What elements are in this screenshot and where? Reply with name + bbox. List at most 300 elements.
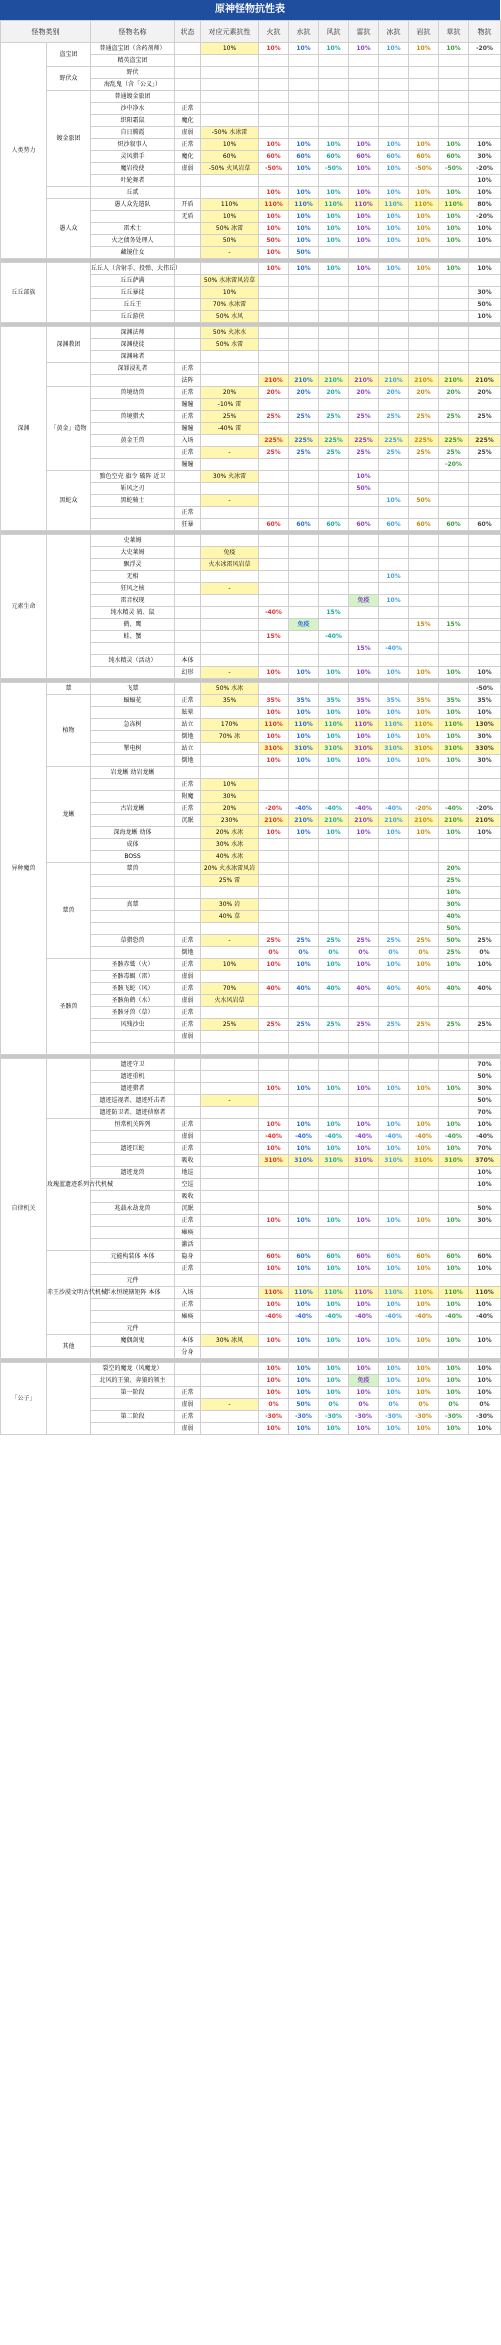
resistance-value-cell: 10% <box>349 707 379 719</box>
resistance-value-cell <box>349 559 379 571</box>
resistance-value-cell: 25% <box>259 935 289 947</box>
resistance-value-cell <box>409 1007 439 1019</box>
resistance-value-cell <box>319 247 349 259</box>
resistance-value-cell: 免疫 <box>349 1375 379 1387</box>
resistance-value-cell: -40% <box>259 607 289 619</box>
category-cell: 丘丘部族 <box>1 263 47 323</box>
resistance-value-cell <box>409 459 439 471</box>
resistance-value-cell <box>319 863 349 875</box>
attach-resistance-cell <box>201 1363 259 1375</box>
state-cell <box>175 327 201 339</box>
resistance-value-cell: 10% <box>259 1423 289 1435</box>
state-cell: 倒地 <box>175 731 201 743</box>
resistance-value-cell <box>439 1059 469 1071</box>
resistance-value-cell: 10% <box>379 139 409 151</box>
state-cell <box>175 839 201 851</box>
resistance-value-cell <box>409 655 439 667</box>
resistance-value-cell: 10% <box>349 827 379 839</box>
resistance-value-cell <box>259 923 289 935</box>
attach-resistance-cell <box>201 115 259 127</box>
resistance-value-cell: 60% <box>439 519 469 531</box>
state-cell: 沉眠 <box>175 815 201 827</box>
resistance-value-cell <box>379 1107 409 1119</box>
resistance-value-cell: 10% <box>349 223 379 235</box>
resistance-value-cell <box>379 247 409 259</box>
state-cell: 虚弱 <box>175 1423 201 1435</box>
attach-resistance-cell <box>201 103 259 115</box>
attach-resistance-cell <box>201 1083 259 1095</box>
resistance-value-cell <box>379 923 409 935</box>
monster-name-cell <box>91 1263 175 1275</box>
attach-resistance-cell: 170% <box>201 719 259 731</box>
resistance-value-cell: 60% <box>439 151 469 163</box>
resistance-value-cell <box>349 1031 379 1043</box>
resistance-value-cell: 10% <box>469 311 501 323</box>
resistance-value-cell <box>379 631 409 643</box>
attach-resistance-cell <box>201 363 259 375</box>
resistance-value-cell <box>409 91 439 103</box>
resistance-value-cell <box>439 571 469 583</box>
resistance-value-cell: 25% <box>289 447 319 459</box>
attach-resistance-cell: 50% 火冰水 <box>201 327 259 339</box>
state-cell: 正常 <box>175 983 201 995</box>
resistance-value-cell <box>289 583 319 595</box>
resistance-value-cell <box>409 351 439 363</box>
monster-name-cell <box>91 519 175 531</box>
state-cell: 虚弱 <box>175 1399 201 1411</box>
state-cell <box>175 287 201 299</box>
resistance-value-cell <box>409 1239 439 1251</box>
monster-name-cell: 雷音权现 <box>91 595 175 607</box>
resistance-value-cell <box>259 471 289 483</box>
resistance-value-cell: 10% <box>259 1299 289 1311</box>
monster-name-cell: 急冻树 <box>91 719 175 731</box>
attach-resistance-cell <box>201 79 259 91</box>
resistance-value-cell: 25% <box>439 1019 469 1031</box>
monster-name-cell: 大史莱姆 <box>91 547 175 559</box>
resistance-value-cell: 110% <box>439 199 469 211</box>
resistance-value-cell <box>469 767 501 779</box>
resistance-value-cell: 10% <box>409 263 439 275</box>
attach-resistance-cell <box>201 1143 259 1155</box>
resistance-value-cell <box>259 1239 289 1251</box>
monster-name-cell <box>91 1311 175 1323</box>
resistance-value-cell: 10% <box>379 827 409 839</box>
resistance-value-cell: 10% <box>349 1335 379 1347</box>
resistance-value-cell <box>319 1203 349 1215</box>
attach-resistance-cell <box>201 375 259 387</box>
resistance-value-cell: 210% <box>259 375 289 387</box>
subcategory-cell: 愚人众 <box>47 199 91 259</box>
resistance-value-cell <box>469 275 501 287</box>
resistance-value-cell <box>379 1095 409 1107</box>
resistance-value-cell <box>259 1071 289 1083</box>
resistance-value-cell <box>319 643 349 655</box>
resistance-value-cell <box>409 1179 439 1191</box>
resistance-value-cell <box>409 287 439 299</box>
resistance-value-cell: -20% <box>409 803 439 815</box>
resistance-value-cell: 10% <box>289 43 319 55</box>
resistance-value-cell <box>259 423 289 435</box>
resistance-value-cell: 0% <box>379 947 409 959</box>
state-cell: 幻形 <box>175 667 201 679</box>
resistance-value-cell: 10% <box>469 139 501 151</box>
state-cell: 瞳瞳 <box>175 423 201 435</box>
attach-resistance-cell: 20% 水冰 <box>201 827 259 839</box>
monster-name-cell: 丘丘王 <box>91 299 175 311</box>
resistance-value-cell <box>379 91 409 103</box>
resistance-value-cell: 10% <box>259 1375 289 1387</box>
subcategory-cell: 深渊教团 <box>47 327 91 363</box>
state-cell <box>175 827 201 839</box>
attach-resistance-cell: 230% <box>201 815 259 827</box>
resistance-value-cell: 110% <box>289 1287 319 1299</box>
resistance-value-cell <box>349 311 379 323</box>
resistance-value-cell <box>469 887 501 899</box>
resistance-value-cell: 210% <box>289 815 319 827</box>
resistance-value-cell: 50% <box>469 1095 501 1107</box>
resistance-value-cell: 20% <box>379 387 409 399</box>
resistance-value-cell <box>409 67 439 79</box>
resistance-value-cell <box>439 1095 469 1107</box>
resistance-value-cell <box>469 643 501 655</box>
resistance-value-cell: 10% <box>409 43 439 55</box>
attach-resistance-cell: 70% 冰 <box>201 731 259 743</box>
resistance-value-cell: 25% <box>469 1019 501 1031</box>
resistance-value-cell <box>409 311 439 323</box>
resistance-value-cell <box>349 1071 379 1083</box>
resistance-value-cell: 10% <box>409 1423 439 1435</box>
subcategory-cell: 植物 <box>47 695 91 767</box>
resistance-value-cell: 15% <box>349 643 379 655</box>
resistance-value-cell <box>379 1007 409 1019</box>
resistance-value-cell: 10% <box>469 707 501 719</box>
resistance-value-cell: 40% <box>259 983 289 995</box>
resistance-value-cell <box>379 1227 409 1239</box>
resistance-value-cell <box>349 1323 379 1335</box>
resistance-value-cell: 40% <box>409 983 439 995</box>
resistance-value-cell: 10% <box>349 755 379 767</box>
resistance-value-cell: 10% <box>469 223 501 235</box>
resistance-value-cell: 10% <box>469 1179 501 1191</box>
state-cell <box>175 1071 201 1083</box>
resistance-value-cell <box>439 995 469 1007</box>
resistance-value-cell <box>289 851 319 863</box>
resistance-value-cell: 10% <box>349 1143 379 1155</box>
resistance-value-cell: 225% <box>289 435 319 447</box>
state-cell <box>175 767 201 779</box>
attach-resistance-cell <box>201 1311 259 1323</box>
resistance-value-cell <box>469 351 501 363</box>
resistance-value-cell: 225% <box>379 435 409 447</box>
resistance-value-cell: -30% <box>319 1411 349 1423</box>
resistance-value-cell <box>439 1043 469 1055</box>
attach-resistance-cell <box>201 435 259 447</box>
resistance-value-cell: 30% <box>469 755 501 767</box>
attach-resistance-cell: - <box>201 1095 259 1107</box>
table-row <box>1 683 501 695</box>
resistance-value-cell: 10% <box>439 1363 469 1375</box>
resistance-value-cell <box>439 1167 469 1179</box>
resistance-value-cell <box>409 115 439 127</box>
resistance-value-cell <box>439 327 469 339</box>
state-cell <box>175 1363 201 1375</box>
resistance-value-cell <box>439 1203 469 1215</box>
resistance-value-cell <box>409 327 439 339</box>
resistance-value-cell <box>469 631 501 643</box>
resistance-value-cell: 10% <box>439 1335 469 1347</box>
resistance-value-cell <box>289 1227 319 1239</box>
monster-name-cell: 第二阶段 <box>91 1411 175 1423</box>
resistance-value-cell: 10% <box>289 223 319 235</box>
resistance-value-cell: 40% <box>379 983 409 995</box>
monster-name-cell: 叶轮舞者 <box>91 175 175 187</box>
resistance-value-cell <box>319 79 349 91</box>
resistance-value-cell <box>439 79 469 91</box>
resistance-value-cell <box>379 887 409 899</box>
state-cell <box>175 619 201 631</box>
resistance-value-cell <box>469 67 501 79</box>
resistance-value-cell: 10% <box>289 667 319 679</box>
monster-name-cell: 元件 <box>91 1275 175 1287</box>
resistance-value-cell: 0% <box>319 1399 349 1411</box>
resistance-value-cell <box>349 507 379 519</box>
resistance-value-cell <box>379 471 409 483</box>
resistance-value-cell <box>379 547 409 559</box>
resistance-value-cell: 10% <box>259 1143 289 1155</box>
table-row <box>1 43 501 55</box>
resistance-value-cell: 60% <box>289 519 319 531</box>
resistance-value-cell <box>289 1179 319 1191</box>
attach-resistance-cell <box>201 1203 259 1215</box>
resistance-value-cell: 10% <box>259 731 289 743</box>
resistance-value-cell <box>379 1167 409 1179</box>
resistance-value-cell <box>259 1007 289 1019</box>
resistance-value-cell: 50% <box>439 923 469 935</box>
attach-resistance-cell: 35% <box>201 695 259 707</box>
resistance-value-cell <box>289 631 319 643</box>
state-cell: 虚弱 <box>175 995 201 1007</box>
resistance-value-cell <box>289 1007 319 1019</box>
resistance-value-cell: 25% <box>259 411 289 423</box>
resistance-value-cell <box>289 1203 319 1215</box>
resistance-value-cell <box>349 1107 379 1119</box>
resistance-value-cell <box>379 767 409 779</box>
resistance-value-cell: 60% <box>409 1251 439 1263</box>
monster-name-cell: 丘丘萨满 <box>91 275 175 287</box>
resistance-value-cell <box>289 683 319 695</box>
resistance-value-cell: 40% <box>349 983 379 995</box>
resistance-value-cell <box>289 535 319 547</box>
resistance-value-cell: 60% <box>319 519 349 531</box>
resistance-value-cell <box>259 851 289 863</box>
attach-resistance-cell <box>201 571 259 583</box>
resistance-value-cell: 10% <box>319 1215 349 1227</box>
state-cell: 正常 <box>175 1411 201 1423</box>
resistance-value-cell <box>379 683 409 695</box>
attach-resistance-cell: 70% 水冰雷 <box>201 299 259 311</box>
state-cell <box>175 1059 201 1071</box>
resistance-value-cell: 110% <box>259 199 289 211</box>
monster-name-cell: 黄金王兽 <box>91 435 175 447</box>
header-attach: 对应元素抗性 <box>201 21 259 43</box>
resistance-value-cell: -50% <box>439 163 469 175</box>
state-cell <box>175 1375 201 1387</box>
resistance-value-cell <box>439 115 469 127</box>
attach-resistance-cell <box>201 1155 259 1167</box>
resistance-value-cell <box>409 607 439 619</box>
monster-name-cell <box>91 755 175 767</box>
state-cell <box>175 559 201 571</box>
resistance-value-cell: 10% <box>469 1299 501 1311</box>
resistance-value-cell <box>439 767 469 779</box>
state-cell <box>175 1083 201 1095</box>
monster-name-cell <box>91 1131 175 1143</box>
resistance-value-cell: 60% <box>259 1251 289 1263</box>
resistance-value-cell <box>349 495 379 507</box>
resistance-value-cell: 10% <box>319 1363 349 1375</box>
state-cell <box>175 851 201 863</box>
header-state: 状态 <box>175 21 201 43</box>
resistance-value-cell <box>379 299 409 311</box>
attach-resistance-cell <box>201 1411 259 1423</box>
resistance-value-cell <box>289 1043 319 1055</box>
state-cell: 吸收 <box>175 1191 201 1203</box>
resistance-value-cell: 60% <box>289 1251 319 1263</box>
state-cell: 正常 <box>175 935 201 947</box>
resistance-value-cell <box>289 839 319 851</box>
resistance-value-cell <box>439 1275 469 1287</box>
resistance-value-cell: 10% <box>319 959 349 971</box>
resistance-value-cell <box>259 875 289 887</box>
resistance-value-cell: 50% <box>439 935 469 947</box>
resistance-value-cell: 10% <box>259 827 289 839</box>
resistance-value-cell: 60% <box>469 1251 501 1263</box>
attach-resistance-cell: 10% <box>201 287 259 299</box>
resistance-value-cell <box>349 839 379 851</box>
resistance-value-cell: 10% <box>379 263 409 275</box>
state-cell: 入场 <box>175 435 201 447</box>
resistance-value-cell: 110% <box>319 719 349 731</box>
resistance-value-cell: 10% <box>439 707 469 719</box>
resistance-value-cell <box>319 887 349 899</box>
attach-resistance-cell: - <box>201 1399 259 1411</box>
resistance-value-cell <box>409 995 439 1007</box>
resistance-value-cell: 10% <box>379 571 409 583</box>
resistance-value-cell: 110% <box>409 1287 439 1299</box>
resistance-value-cell: 25% <box>409 935 439 947</box>
resistance-value-cell: 50% <box>469 1203 501 1215</box>
resistance-value-cell: 10% <box>289 1423 319 1435</box>
monster-name-cell: 深渊咏者 <box>91 351 175 363</box>
resistance-value-cell <box>319 103 349 115</box>
state-cell: 激活 <box>175 1239 201 1251</box>
table-row <box>1 67 501 79</box>
state-cell <box>175 1043 201 1055</box>
state-cell <box>175 471 201 483</box>
resistance-value-cell: 10% <box>439 887 469 899</box>
resistance-value-cell: 10% <box>439 959 469 971</box>
monster-name-cell: 蕈兽 <box>91 863 175 875</box>
resistance-value-cell <box>319 1059 349 1071</box>
attach-resistance-cell: 40% 水冰 <box>201 851 259 863</box>
resistance-value-cell: 10% <box>469 263 501 275</box>
monster-name-cell <box>91 875 175 887</box>
table-row <box>1 1119 501 1131</box>
state-cell <box>175 899 201 911</box>
resistance-value-cell: 310% <box>289 1155 319 1167</box>
resistance-value-cell: -30% <box>469 1411 501 1423</box>
resistance-value-cell: -40% <box>379 1311 409 1323</box>
resistance-value-cell <box>289 887 319 899</box>
resistance-value-cell <box>319 175 349 187</box>
resistance-value-cell: 25% <box>439 947 469 959</box>
resistance-value-cell: 50% <box>469 299 501 311</box>
state-cell: 正常 <box>175 1007 201 1019</box>
monster-name-cell: 圣骸牙兽（草） <box>91 1007 175 1019</box>
resistance-value-cell <box>469 863 501 875</box>
resistance-value-cell <box>349 1167 379 1179</box>
resistance-value-cell <box>349 583 379 595</box>
state-cell: 虚弱 <box>175 1131 201 1143</box>
resistance-value-cell: 60% <box>319 151 349 163</box>
resistance-value-cell: 20% <box>289 387 319 399</box>
resistance-value-cell: 25% <box>349 935 379 947</box>
category-cell: 人类势力 <box>1 43 47 259</box>
resistance-value-cell: 25% <box>439 875 469 887</box>
resistance-value-cell <box>409 339 439 351</box>
attach-resistance-cell: 110% <box>201 199 259 211</box>
resistance-value-cell <box>469 595 501 607</box>
resistance-value-cell: 10% <box>259 263 289 275</box>
resistance-value-cell: 310% <box>349 1155 379 1167</box>
resistance-value-cell <box>409 1071 439 1083</box>
monster-name-cell: 元件 <box>91 1323 175 1335</box>
state-cell: 地巡 <box>175 1167 201 1179</box>
attach-resistance-cell <box>201 1299 259 1311</box>
state-cell <box>175 67 201 79</box>
resistance-value-cell: 10% <box>469 1423 501 1435</box>
monster-name-cell: 遗迹巡视者、遗迹歼击者 <box>91 1095 175 1107</box>
state-cell: 吸收 <box>175 1155 201 1167</box>
monster-name-cell <box>91 815 175 827</box>
monster-name-cell <box>91 1227 175 1239</box>
resistance-value-cell <box>289 995 319 1007</box>
resistance-value-cell: 10% <box>349 263 379 275</box>
resistance-value-cell <box>349 995 379 1007</box>
resistance-value-cell <box>379 655 409 667</box>
resistance-value-cell <box>289 103 319 115</box>
attach-resistance-cell <box>201 631 259 643</box>
resistance-value-cell: 10% <box>259 187 289 199</box>
resistance-value-cell <box>409 1227 439 1239</box>
resistance-value-cell <box>349 79 379 91</box>
resistance-value-cell <box>469 363 501 375</box>
resistance-value-cell <box>349 1203 379 1215</box>
resistance-value-cell <box>349 127 379 139</box>
monster-name-cell <box>91 1215 175 1227</box>
header-electro: 雷抗 <box>349 21 379 43</box>
subcategory-cell: 盗宝团 <box>47 43 91 67</box>
attach-resistance-cell: 50% 水冰雷风岩草 <box>201 275 259 287</box>
resistance-value-cell <box>469 127 501 139</box>
resistance-value-cell <box>319 115 349 127</box>
resistance-value-cell: 80% <box>469 199 501 211</box>
header-name: 怪物名称 <box>91 21 175 43</box>
attach-resistance-cell <box>201 1119 259 1131</box>
resistance-value-cell: -40% <box>259 1311 289 1323</box>
resistance-value-cell: -40% <box>379 643 409 655</box>
